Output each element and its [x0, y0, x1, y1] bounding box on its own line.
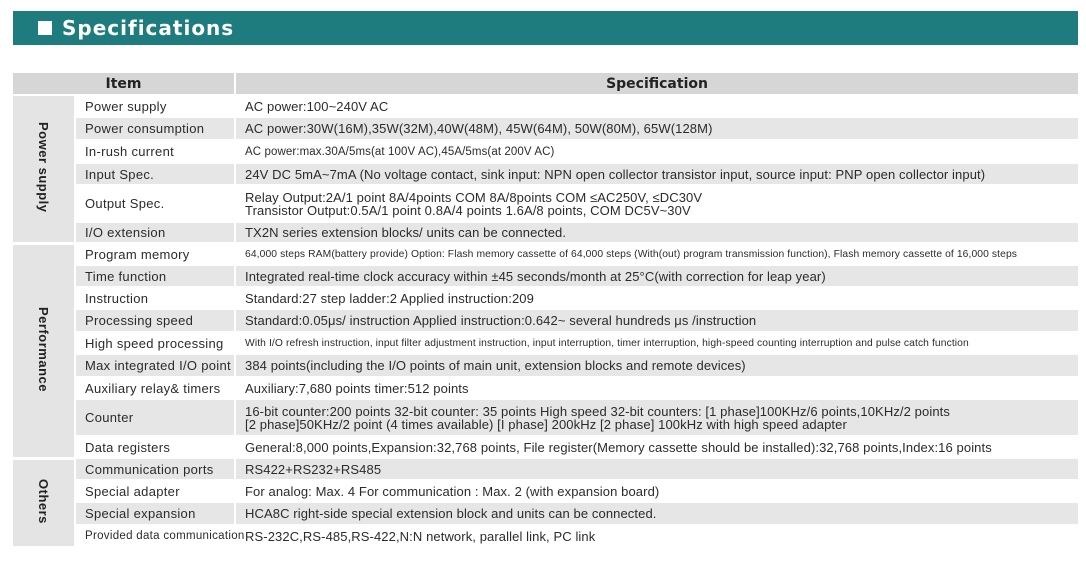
table-row — [13, 243, 1078, 265]
table-row — [13, 265, 1078, 287]
table-row — [13, 287, 1078, 309]
item-label: Instruction — [75, 287, 235, 309]
spec-value: AC power:100~240V AC — [235, 95, 1078, 117]
table-row — [13, 399, 1078, 436]
table-header-row — [13, 73, 1078, 95]
item-label: Communication ports — [75, 458, 235, 480]
table-row — [13, 185, 1078, 222]
spec-value: General:8,000 points,Expansion:32,768 points, File register(Memory cassette should be installed):32,768 points,Index:16 points — [235, 436, 1078, 458]
table-row — [13, 458, 1078, 480]
item-label: Special expansion — [75, 502, 235, 525]
table-row — [13, 117, 1078, 140]
table-row — [13, 436, 1078, 458]
item-label: Max integrated I/O point — [75, 354, 235, 377]
spec-value: Standard:0.05μs/ instruction Applied instruction:0.642~ several hundreds μs /instruction — [235, 309, 1078, 332]
table-row — [13, 140, 1078, 163]
item-label: Program memory — [75, 243, 235, 265]
item-label: Power supply — [75, 95, 235, 117]
table-row — [13, 525, 1078, 547]
spec-value: RS422+RS232+RS485 — [235, 458, 1078, 480]
item-label: In-rush current — [75, 140, 235, 163]
item-label: Special adapter — [75, 480, 235, 502]
item-label: High speed processing — [75, 332, 235, 354]
table-row — [13, 95, 1078, 117]
column-header-specification: Specification — [235, 73, 1078, 95]
item-label: Provided data communication — [75, 525, 235, 547]
item-label: Auxiliary relay& timers — [75, 377, 235, 399]
spec-value: 384 points(including the I/O points of main unit, extension blocks and remote devices) — [235, 354, 1078, 377]
column-header-item: Item — [13, 73, 235, 95]
group-label-power-supply: Power supply — [13, 95, 75, 243]
table-row — [13, 309, 1078, 332]
spec-value: TX2N series extension blocks/ units can be connected. — [235, 222, 1078, 243]
spec-value: 64,000 steps RAM(battery provide) Option: Flash memory cassette of 64,000 steps (With(out) program transmission function), Flash memory cassette of 16,000 steps — [235, 243, 1078, 265]
table-row — [13, 377, 1078, 399]
table-row — [13, 480, 1078, 502]
square-bullet-icon — [38, 21, 52, 35]
item-label: Output Spec. — [75, 185, 235, 222]
item-label: Time function — [75, 265, 235, 287]
spec-value: For analog: Max. 4 For communication : Max. 2 (with expansion board) — [235, 480, 1078, 502]
table-row — [13, 354, 1078, 377]
spec-value: Auxiliary:7,680 points timer:512 points — [235, 377, 1078, 399]
spec-value — [235, 399, 1078, 436]
item-label: Input Spec. — [75, 163, 235, 185]
spec-value: HCA8C right-side special extension block and units can be connected. — [235, 502, 1078, 525]
table-row — [13, 222, 1078, 243]
group-label-others: Others — [13, 458, 75, 547]
page-title: Specifications — [62, 16, 235, 40]
section-header — [13, 11, 1078, 45]
group-label-performance: Performance — [13, 243, 75, 458]
spec-line: Relay Output:2A/1 point 8A/4points COM 8A/8points COM ≤AC250V, ≤DC30V — [245, 189, 703, 205]
spec-line: Transistor Output:0.5A/1 point 0.8A/4 points 1.6A/8 points, COM DC5V~30V — [245, 202, 691, 218]
item-label: Data registers — [75, 436, 235, 458]
spec-value: 24V DC 5mA~7mA (No voltage contact, sink input: NPN open collector transistor input, source input: PNP open collector input) — [235, 163, 1078, 185]
spec-value — [235, 185, 1078, 222]
table-row — [13, 502, 1078, 525]
item-label: I/O extension — [75, 222, 235, 243]
table-row — [13, 332, 1078, 354]
spec-line: 16-bit counter:200 points 32-bit counter: 35 points High speed 32-bit counters: [1 phase]100KHz/6 points,10KHz/2 points — [245, 403, 950, 419]
spec-value: RS-232C,RS-485,RS-422,N:N network, parallel link, PC link — [235, 525, 1078, 547]
item-label: Counter — [75, 399, 235, 436]
specifications-table — [13, 73, 1078, 549]
spec-line: [2 phase]50KHz/2 point (4 times available) [I phase] 200kHz [2 phase] 100kHz with high speed adapter — [245, 416, 847, 432]
table-row — [13, 163, 1078, 185]
item-label: Power consumption — [75, 117, 235, 140]
spec-value: AC power:30W(16M),35W(32M),40W(48M), 45W(64M), 50W(80M), 65W(128M) — [235, 117, 1078, 140]
spec-value: Standard:27 step ladder:2 Applied instruction:209 — [235, 287, 1078, 309]
spec-value: Integrated real-time clock accuracy within ±45 seconds/month at 25°C(with correction for leap year) — [235, 265, 1078, 287]
spec-value: AC power:max.30A/5ms(at 100V AC),45A/5ms(at 200V AC) — [235, 140, 1078, 163]
spec-value: With I/O refresh instruction, input filter adjustment instruction, input interruption, timer interruption, high-speed counting interruption and pulse catch function — [235, 332, 1078, 354]
item-label: Processing speed — [75, 309, 235, 332]
